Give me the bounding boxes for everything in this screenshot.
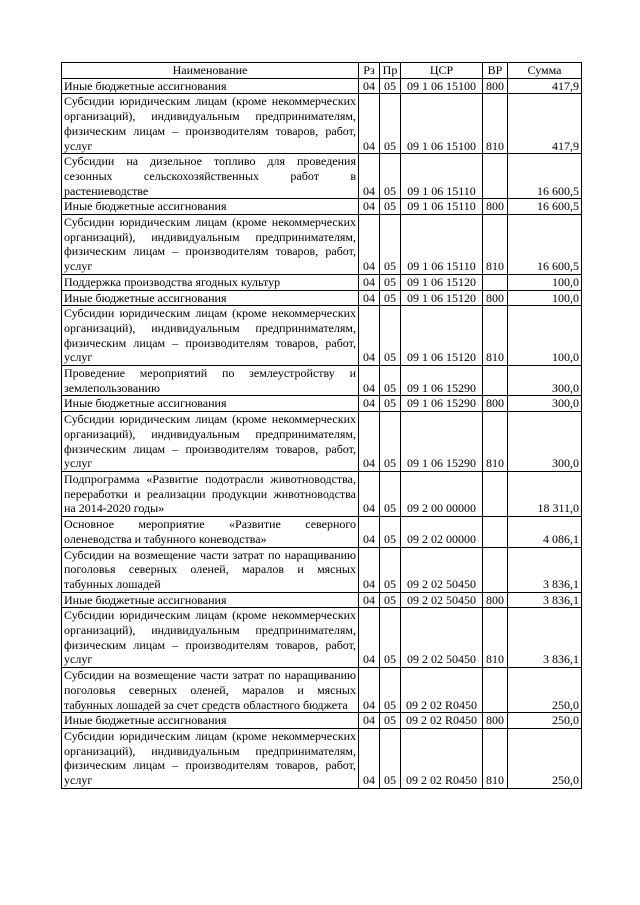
header-row — [62, 63, 582, 79]
row-csr: 09 2 02 00000 — [401, 517, 483, 547]
row-csr: 09 1 06 15110 — [401, 154, 483, 199]
row-vr: 800 — [483, 78, 508, 94]
row-vr — [483, 274, 508, 290]
row-csr: 09 2 02 50450 — [401, 547, 483, 592]
header-rz: Рз — [359, 63, 380, 79]
row-csr: 09 2 02 50450 — [401, 592, 483, 608]
row-csr: 09 1 06 15120 — [401, 274, 483, 290]
row-csr: 09 1 06 15120 — [401, 306, 483, 366]
row-sum: 16 600,5 — [508, 154, 582, 199]
row-csr: 09 1 06 15290 — [401, 366, 483, 396]
row-rz: 04 — [359, 154, 380, 199]
table-row — [62, 471, 582, 516]
row-sum: 3 836,1 — [508, 592, 582, 608]
row-name: Субсидии юридическим лицам (кроме некоммерческих организаций), индивидуальным предпринимателям, физическим лицам – производителям товаров, работ, услуг — [62, 608, 359, 668]
row-sum: 300,0 — [508, 412, 582, 472]
row-vr: 810 — [483, 94, 508, 154]
row-pr: 05 — [380, 608, 401, 668]
row-rz: 04 — [359, 94, 380, 154]
row-pr: 05 — [380, 154, 401, 199]
row-name: Субсидии на возмещение части затрат по наращиванию поголовья северных оленей, маралов и мясных табунных лошадей за счет средств областного бюджета — [62, 668, 359, 713]
row-vr — [483, 547, 508, 592]
row-sum: 417,9 — [508, 78, 582, 94]
row-vr — [483, 668, 508, 713]
row-rz: 04 — [359, 199, 380, 215]
row-vr: 810 — [483, 306, 508, 366]
row-vr: 810 — [483, 608, 508, 668]
row-csr: 09 1 06 15110 — [401, 199, 483, 215]
row-pr: 05 — [380, 592, 401, 608]
row-sum: 300,0 — [508, 366, 582, 396]
row-rz: 04 — [359, 290, 380, 306]
row-name: Иные бюджетные ассигнования — [62, 78, 359, 94]
header-sum: Сумма — [508, 63, 582, 79]
row-csr: 09 2 00 00000 — [401, 471, 483, 516]
row-csr: 09 2 02 R0450 — [401, 728, 483, 788]
row-name: Субсидии юридическим лицам (кроме некоммерческих организаций), индивидуальным предпринимателям, физическим лицам – производителям товаров, работ, услуг — [62, 94, 359, 154]
budget-table — [61, 62, 582, 789]
row-name: Иные бюджетные ассигнования — [62, 396, 359, 412]
row-rz: 04 — [359, 713, 380, 729]
row-name: Проведение мероприятий по землеустройству и землепользованию — [62, 366, 359, 396]
row-pr: 05 — [380, 713, 401, 729]
header-vr: ВР — [483, 63, 508, 79]
row-csr: 09 1 06 15290 — [401, 396, 483, 412]
row-sum: 18 311,0 — [508, 471, 582, 516]
row-csr: 09 1 06 15100 — [401, 94, 483, 154]
row-csr: 09 1 06 15120 — [401, 290, 483, 306]
row-pr: 05 — [380, 274, 401, 290]
row-rz: 04 — [359, 396, 380, 412]
table-row — [62, 547, 582, 592]
table-row — [62, 412, 582, 472]
row-sum: 3 836,1 — [508, 547, 582, 592]
row-sum: 3 836,1 — [508, 608, 582, 668]
table-body — [62, 78, 582, 788]
row-sum: 16 600,5 — [508, 215, 582, 275]
row-pr: 05 — [380, 78, 401, 94]
table-row — [62, 366, 582, 396]
table-row — [62, 608, 582, 668]
table-row — [62, 517, 582, 547]
row-name: Субсидии юридическим лицам (кроме некоммерческих организаций), индивидуальным предпринимателям, физическим лицам – производителям товаров, работ, услуг — [62, 728, 359, 788]
row-csr: 09 2 02 R0450 — [401, 713, 483, 729]
row-vr — [483, 154, 508, 199]
table-header — [62, 63, 582, 79]
row-rz: 04 — [359, 608, 380, 668]
table-row — [62, 215, 582, 275]
table-row — [62, 199, 582, 215]
table-row — [62, 668, 582, 713]
row-name: Основное мероприятие «Развитие северного оленеводства и табунного коневодства» — [62, 517, 359, 547]
row-sum: 100,0 — [508, 306, 582, 366]
row-vr: 800 — [483, 290, 508, 306]
row-sum: 100,0 — [508, 290, 582, 306]
row-csr: 09 2 02 R0450 — [401, 668, 483, 713]
row-name: Иные бюджетные ассигнования — [62, 592, 359, 608]
table-row — [62, 396, 582, 412]
row-name: Иные бюджетные ассигнования — [62, 290, 359, 306]
row-rz: 04 — [359, 274, 380, 290]
table-row — [62, 713, 582, 729]
row-pr: 05 — [380, 728, 401, 788]
row-name: Подпрограмма «Развитие подотрасли животноводства, переработки и реализации продукции животноводства на 2014-2020 годы» — [62, 471, 359, 516]
row-pr: 05 — [380, 366, 401, 396]
row-vr — [483, 471, 508, 516]
row-sum: 250,0 — [508, 713, 582, 729]
row-vr: 800 — [483, 592, 508, 608]
row-rz: 04 — [359, 592, 380, 608]
row-rz: 04 — [359, 366, 380, 396]
row-vr: 810 — [483, 215, 508, 275]
row-rz: 04 — [359, 215, 380, 275]
row-name: Субсидии юридическим лицам (кроме некоммерческих организаций), индивидуальным предпринимателям, физическим лицам – производителям товаров, работ, услуг — [62, 412, 359, 472]
row-rz: 04 — [359, 412, 380, 472]
row-rz: 04 — [359, 547, 380, 592]
header-pr: Пр — [380, 63, 401, 79]
table-row — [62, 728, 582, 788]
row-rz: 04 — [359, 668, 380, 713]
row-pr: 05 — [380, 290, 401, 306]
row-name: Субсидии юридическим лицам (кроме некоммерческих организаций), индивидуальным предпринимателям, физическим лицам – производителям товаров, работ, услуг — [62, 306, 359, 366]
row-sum: 250,0 — [508, 728, 582, 788]
row-rz: 04 — [359, 306, 380, 366]
row-vr: 800 — [483, 199, 508, 215]
row-name: Субсидии на дизельное топливо для проведения сезонных сельскохозяйственных работ в растениеводстве — [62, 154, 359, 199]
table-row — [62, 78, 582, 94]
table-row — [62, 154, 582, 199]
table-row — [62, 274, 582, 290]
table-row — [62, 94, 582, 154]
row-vr: 810 — [483, 412, 508, 472]
row-sum: 300,0 — [508, 396, 582, 412]
row-name: Субсидии юридическим лицам (кроме некоммерческих организаций), индивидуальным предпринимателям, физическим лицам – производителям товаров, работ, услуг — [62, 215, 359, 275]
row-name: Поддержка производства ягодных культур — [62, 274, 359, 290]
row-rz: 04 — [359, 78, 380, 94]
row-pr: 05 — [380, 412, 401, 472]
row-vr: 810 — [483, 728, 508, 788]
row-pr: 05 — [380, 668, 401, 713]
row-vr — [483, 366, 508, 396]
row-vr — [483, 517, 508, 547]
row-csr: 09 2 02 50450 — [401, 608, 483, 668]
row-name: Иные бюджетные ассигнования — [62, 713, 359, 729]
row-sum: 250,0 — [508, 668, 582, 713]
row-pr: 05 — [380, 199, 401, 215]
row-vr: 800 — [483, 396, 508, 412]
row-pr: 05 — [380, 306, 401, 366]
row-sum: 4 086,1 — [508, 517, 582, 547]
row-pr: 05 — [380, 215, 401, 275]
header-csr: ЦСР — [401, 63, 483, 79]
table-row — [62, 290, 582, 306]
row-csr: 09 1 06 15110 — [401, 215, 483, 275]
row-vr: 800 — [483, 713, 508, 729]
row-name: Субсидии на возмещение части затрат по наращиванию поголовья северных оленей, маралов и мясных табунных лошадей — [62, 547, 359, 592]
row-sum: 100,0 — [508, 274, 582, 290]
row-pr: 05 — [380, 517, 401, 547]
row-rz: 04 — [359, 728, 380, 788]
row-sum: 417,9 — [508, 94, 582, 154]
row-rz: 04 — [359, 517, 380, 547]
row-pr: 05 — [380, 396, 401, 412]
row-csr: 09 1 06 15100 — [401, 78, 483, 94]
table-row — [62, 306, 582, 366]
row-name: Иные бюджетные ассигнования — [62, 199, 359, 215]
row-rz: 04 — [359, 471, 380, 516]
header-name: Наименование — [62, 63, 359, 79]
table-row — [62, 592, 582, 608]
row-pr: 05 — [380, 547, 401, 592]
row-sum: 16 600,5 — [508, 199, 582, 215]
row-csr: 09 1 06 15290 — [401, 412, 483, 472]
row-pr: 05 — [380, 94, 401, 154]
row-pr: 05 — [380, 471, 401, 516]
